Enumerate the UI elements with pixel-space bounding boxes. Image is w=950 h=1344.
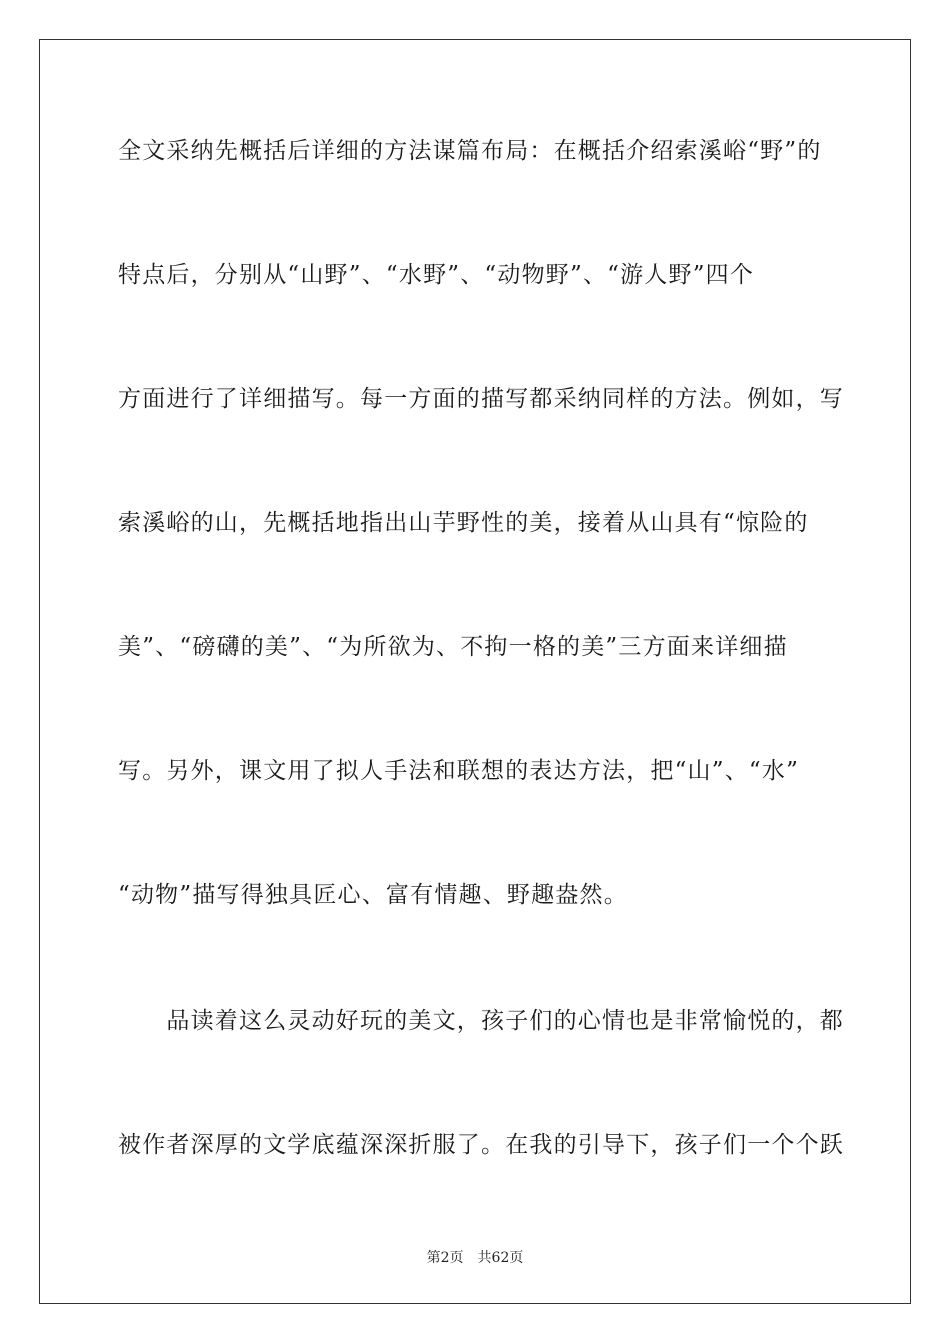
body-text-line: 全文采纳先概括后详细的方法谋篇布局：在概括介绍索溪峪“野”的 bbox=[118, 138, 822, 164]
page-border bbox=[39, 39, 911, 1304]
body-text-line: 方面进行了详细描写。每一方面的描写都采纳同样的方法。例如，写 bbox=[118, 386, 844, 412]
body-text-line: 写。另外，课文用了拟人手法和联想的表达方法，把“山”、“水” bbox=[118, 758, 800, 784]
body-text-line: “动物”描写得独具匠心、富有情趣、野趣盎然。 bbox=[118, 882, 628, 908]
body-text-line: 品读着这么灵动好玩的美文，孩子们的心情也是非常愉悦的，都 bbox=[118, 1008, 844, 1034]
page-footer bbox=[0, 1247, 950, 1267]
body-text-line: 美”、“磅礴的美”、“为所欲为、不拘一格的美”三方面来详细描 bbox=[118, 634, 788, 660]
body-text-line: 索溪峪的山，先概括地指出山芋野性的美，接着从山具有“惊险的 bbox=[118, 510, 809, 536]
page-total: 共62页 bbox=[477, 1250, 524, 1266]
page-number: 第2页 bbox=[426, 1250, 464, 1266]
body-text-line: 被作者深厚的文学底蕴深深折服了。在我的引导下，孩子们一个个跃 bbox=[118, 1132, 844, 1158]
body-text-line: 特点后，分别从“山野”、“水野”、“动物野”、“游人野”四个 bbox=[118, 262, 755, 288]
